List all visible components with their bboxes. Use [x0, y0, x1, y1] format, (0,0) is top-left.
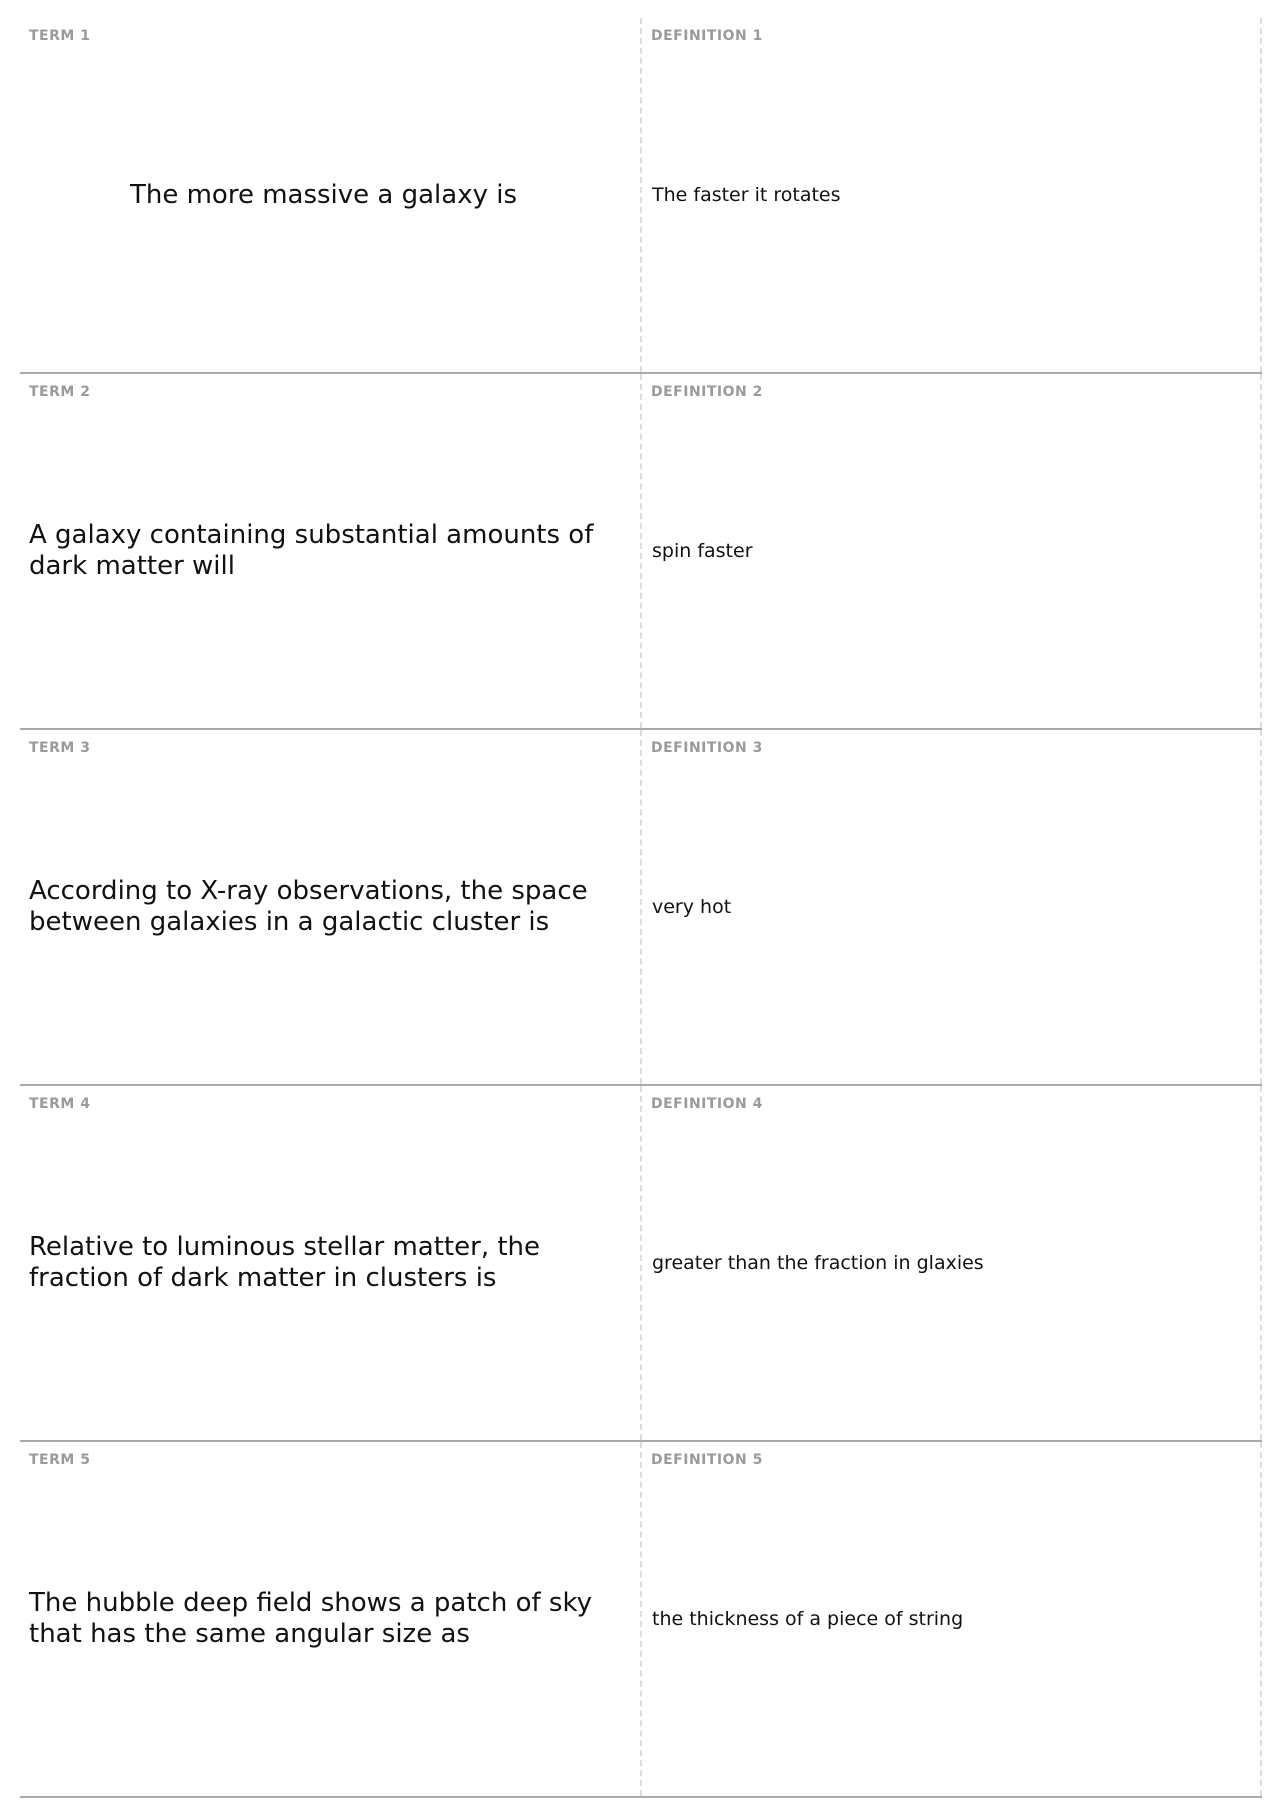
term-cell [20, 18, 642, 372]
definition-cell [642, 730, 1262, 1084]
definition-cell [642, 374, 1262, 728]
definition-label: DEFINITION 1 [651, 28, 763, 44]
definition-label: DEFINITION 4 [651, 1096, 763, 1112]
term-label: TERM 1 [29, 28, 91, 44]
flashcard-sheet [20, 18, 1262, 1798]
term-label: TERM 5 [29, 1452, 91, 1468]
term-cell [20, 1086, 642, 1440]
definition-text: spin faster [652, 540, 753, 562]
card-row-3 [20, 730, 1262, 1086]
definition-label: DEFINITION 3 [651, 740, 763, 756]
term-cell [20, 374, 642, 728]
term-text: The more massive a galaxy is [129, 179, 518, 210]
card-row-5 [20, 1442, 1262, 1798]
card-row-4 [20, 1086, 1262, 1442]
definition-text: the thickness of a piece of string [652, 1608, 964, 1630]
definition-label: DEFINITION 2 [651, 384, 763, 400]
term-text: Relative to luminous stellar matter, the fraction of dark matter in clusters is [29, 1232, 541, 1293]
term-text: A galaxy containing substantial amounts of dark matter will [29, 520, 594, 581]
definition-text: The faster it rotates [652, 184, 841, 206]
definition-text: greater than the fraction in glaxies [652, 1252, 984, 1274]
definition-cell [642, 18, 1262, 372]
definition-cell [642, 1086, 1262, 1440]
term-cell [20, 1442, 642, 1796]
term-label: TERM 2 [29, 384, 91, 400]
definition-text: very hot [652, 896, 732, 918]
term-text: According to X-ray observations, the space between galaxies in a galactic cluster is [29, 876, 588, 937]
term-cell [20, 730, 642, 1084]
definition-cell [642, 1442, 1262, 1796]
card-row-2 [20, 374, 1262, 730]
definition-label: DEFINITION 5 [651, 1452, 763, 1468]
card-row-1 [20, 18, 1262, 374]
term-label: TERM 3 [29, 740, 91, 756]
term-text: The hubble deep field shows a patch of sky that has the same angular size as [29, 1588, 592, 1649]
term-label: TERM 4 [29, 1096, 91, 1112]
